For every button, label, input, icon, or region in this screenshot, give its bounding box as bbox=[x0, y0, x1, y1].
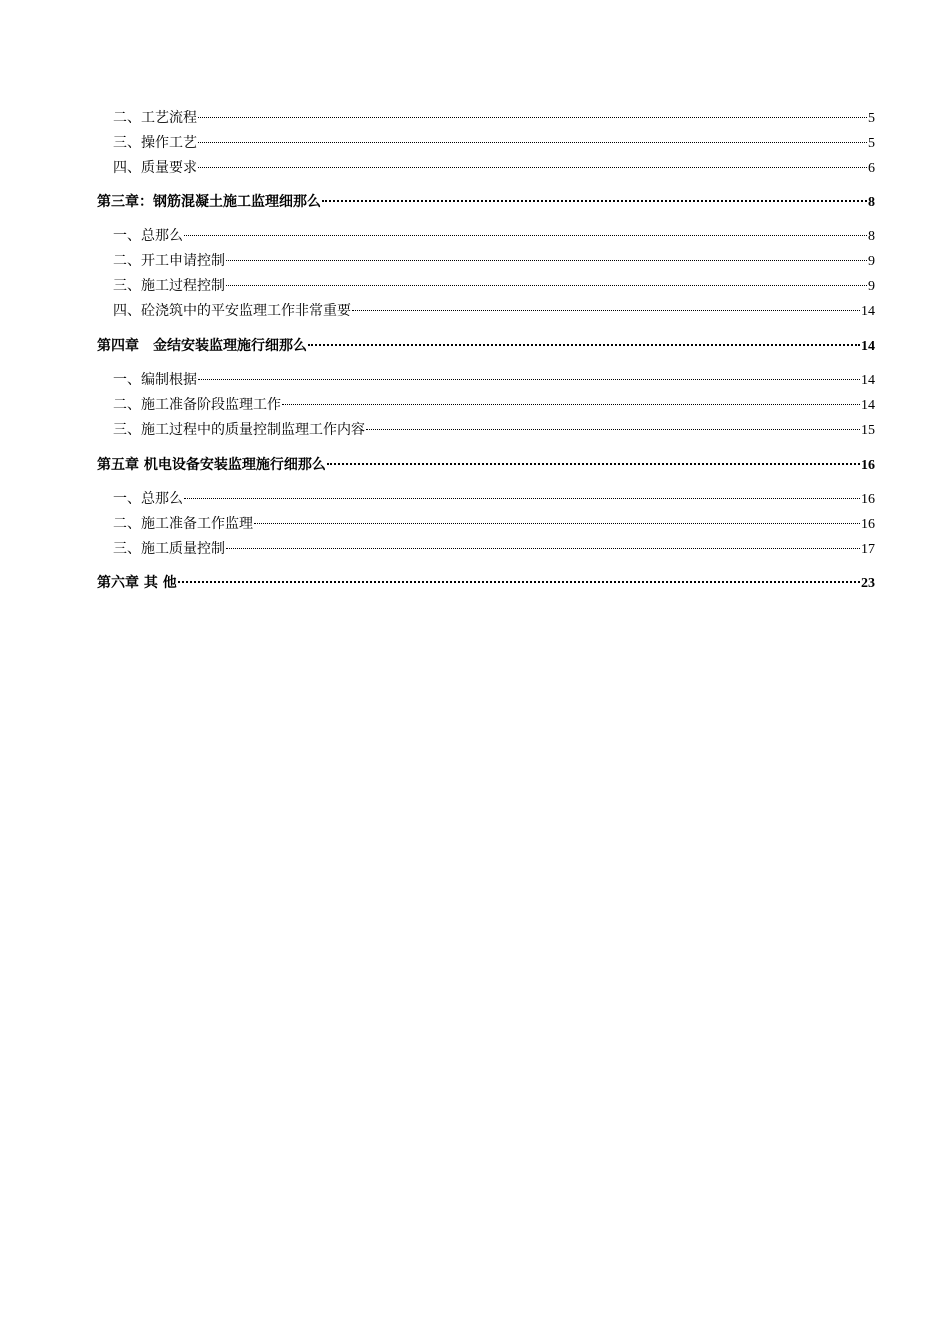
toc-entry[interactable] bbox=[113, 483, 875, 507]
toc-entry-label: 三、施工过程控制 bbox=[113, 278, 225, 294]
toc-entry[interactable] bbox=[113, 102, 875, 126]
toc-page-number: 8 bbox=[868, 229, 875, 244]
toc-entry-label: 二、施工准备阶段监理工作 bbox=[113, 397, 281, 413]
toc-page-number: 8 bbox=[868, 195, 875, 210]
toc-entry-label: 一、总那么 bbox=[113, 228, 183, 244]
toc-entry[interactable] bbox=[113, 295, 875, 319]
toc-chapter-entry[interactable] bbox=[97, 330, 875, 354]
toc-entry-label: 一、编制根据 bbox=[113, 372, 197, 388]
toc-chapter-label: 第三章：钢筋混凝土施工监理细那么 bbox=[97, 194, 321, 210]
toc-dot-leader bbox=[198, 364, 860, 384]
toc-page-number: 16 bbox=[861, 492, 875, 507]
toc-chapter-entry[interactable] bbox=[97, 449, 875, 473]
toc-entry[interactable] bbox=[113, 245, 875, 269]
toc-entry-label: 二、工艺流程 bbox=[113, 110, 197, 126]
toc-page-number: 9 bbox=[868, 254, 875, 269]
toc-entry[interactable] bbox=[113, 220, 875, 244]
toc-entry-label: 二、施工准备工作监理 bbox=[113, 516, 253, 532]
toc-dot-leader bbox=[178, 567, 860, 587]
toc-chapter-entry[interactable] bbox=[97, 567, 875, 591]
toc-page-number: 14 bbox=[861, 304, 875, 319]
toc-entry[interactable] bbox=[113, 533, 875, 557]
toc-dot-leader bbox=[308, 330, 860, 350]
toc-entry[interactable] bbox=[113, 508, 875, 532]
toc-page-number: 6 bbox=[868, 161, 875, 176]
toc-entry-label: 二、开工申请控制 bbox=[113, 253, 225, 269]
toc-page-number: 16 bbox=[861, 517, 875, 532]
toc-entry[interactable] bbox=[113, 389, 875, 413]
toc-dot-leader bbox=[327, 449, 860, 469]
toc-chapter-label: 第六章 其 他 bbox=[97, 575, 177, 591]
toc-dot-leader bbox=[184, 220, 867, 240]
toc-entry-label: 四、质量要求 bbox=[113, 160, 197, 176]
toc-entry[interactable] bbox=[113, 414, 875, 438]
toc-entry[interactable] bbox=[113, 152, 875, 176]
toc-page-number: 5 bbox=[868, 111, 875, 126]
toc-dot-leader bbox=[254, 508, 860, 528]
toc-page-number: 17 bbox=[861, 542, 875, 557]
toc-dot-leader bbox=[198, 152, 867, 172]
toc-chapter-label: 第五章 机电设备安装监理施行细那么 bbox=[97, 457, 326, 473]
toc-dot-leader bbox=[352, 295, 860, 315]
toc-page-number: 5 bbox=[868, 136, 875, 151]
toc-page-number: 15 bbox=[861, 423, 875, 438]
toc-dot-leader bbox=[322, 186, 867, 206]
toc-entry[interactable] bbox=[113, 364, 875, 388]
toc-page-number: 9 bbox=[868, 279, 875, 294]
toc-page-number: 14 bbox=[861, 339, 875, 354]
toc-dot-leader bbox=[226, 245, 867, 265]
toc-dot-leader bbox=[198, 127, 867, 147]
toc-dot-leader bbox=[366, 414, 860, 434]
toc-entry-label: 四、砼浇筑中的平安监理工作非常重要 bbox=[113, 303, 351, 319]
toc-chapter-label: 第四章 金结安装监理施行细那么 bbox=[97, 338, 307, 354]
toc-dot-leader bbox=[198, 102, 867, 122]
toc-page-number: 14 bbox=[861, 398, 875, 413]
toc-dot-leader bbox=[184, 483, 860, 503]
toc-page-number: 14 bbox=[861, 373, 875, 388]
toc-entry[interactable] bbox=[113, 270, 875, 294]
toc-page-number: 23 bbox=[861, 576, 875, 591]
toc-entry-label: 三、施工质量控制 bbox=[113, 541, 225, 557]
toc-entry-label: 一、总那么 bbox=[113, 491, 183, 507]
toc-chapter-entry[interactable] bbox=[97, 186, 875, 210]
toc-entry-label: 三、操作工艺 bbox=[113, 135, 197, 151]
toc-dot-leader bbox=[282, 389, 860, 409]
toc-page-number: 16 bbox=[861, 458, 875, 473]
toc-entry[interactable] bbox=[113, 127, 875, 151]
toc-entry-label: 三、施工过程中的质量控制监理工作内容 bbox=[113, 422, 365, 438]
toc-dot-leader bbox=[226, 270, 867, 290]
toc-dot-leader bbox=[226, 533, 860, 553]
